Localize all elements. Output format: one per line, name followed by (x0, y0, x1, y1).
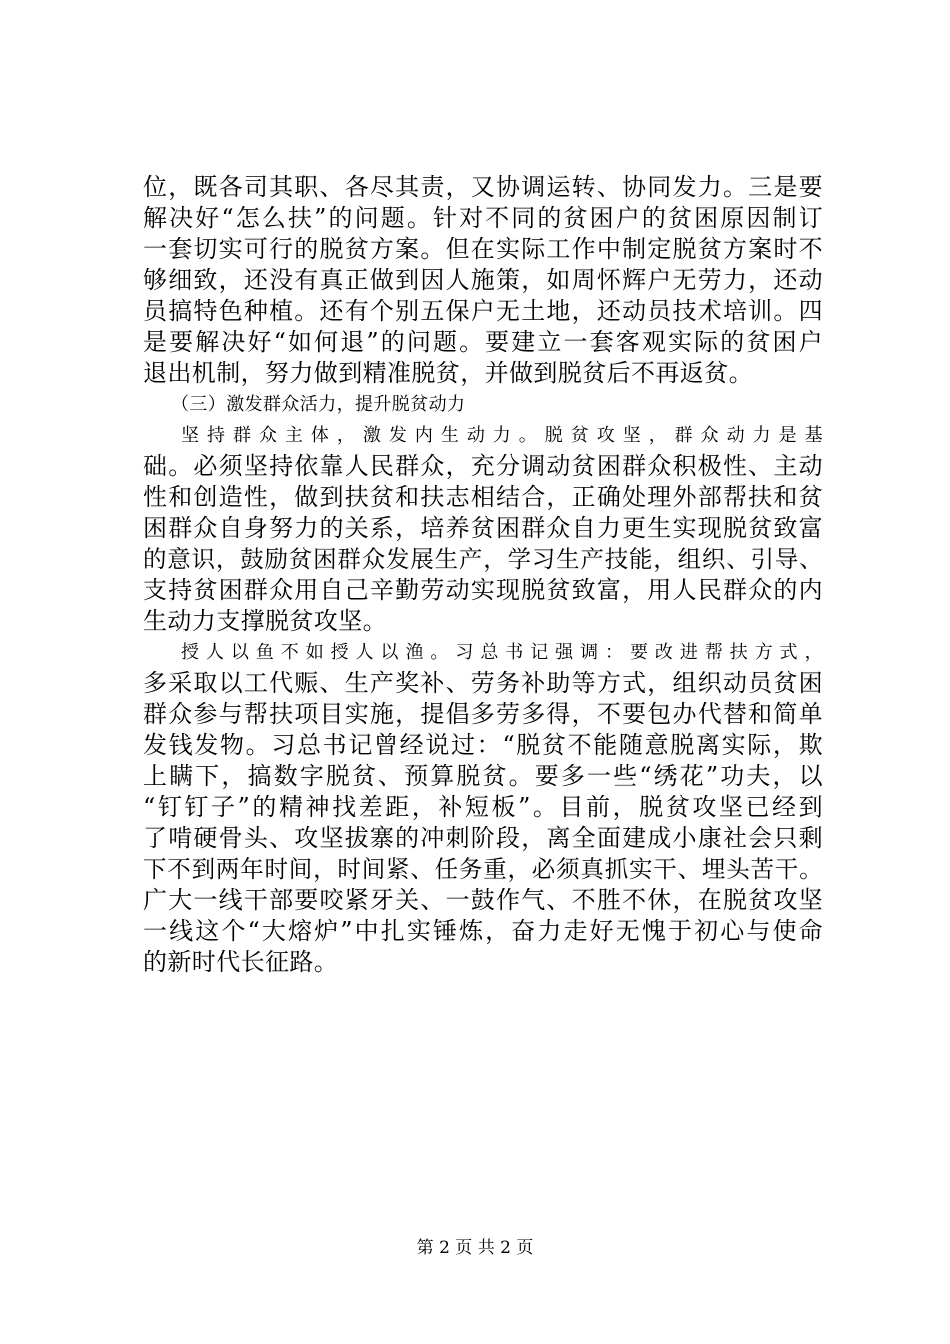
text-line: 多采取以工代赈、生产奖补、劳务补助等方式，组织动员贫困 (143, 669, 823, 697)
text-line: 础。必须坚持依靠人民群众，充分调动贫困群众积极性、主动 (143, 452, 823, 480)
text-line: 员搞特色种植。还有个别五保户无土地，还动员技术培训。四 (143, 297, 823, 325)
text-line: 了啃硬骨头、攻坚拔寨的冲刺阶段，离全面建成小康社会只剩 (143, 824, 823, 852)
text-line: 支持贫困群众用自己辛勤劳动实现脱贫致富，用人民群众的内 (143, 576, 823, 604)
text-line: 够细致，还没有真正做到因人施策，如周怀辉户无劳力，还动 (143, 266, 823, 294)
text-line: 广大一线干部要咬紧牙关、一鼓作气、不胜不休，在脱贫攻坚 (143, 886, 823, 914)
text-line: 的意识，鼓励贫困群众发展生产，学习生产技能，组织、引导、 (143, 545, 823, 573)
text-line: 困群众自身努力的关系，培养贫困群众自力更生实现脱贫致富 (143, 514, 823, 542)
text-line: 一线这个“大熔炉”中扎实锤炼，奋力走好无愧于初心与使命 (143, 917, 823, 945)
text-line: 下不到两年时间，时间紧、任务重，必须真抓实干、埋头苦干。 (143, 855, 823, 883)
text-line: 退出机制，努力做到精准脱贫，并做到脱贫后不再返贫。 (143, 359, 753, 387)
document-body (143, 172, 823, 978)
text-line: 位，既各司其职、各尽其责，又协调运转、协同发力。三是要 (143, 173, 823, 201)
text-line: 群众参与帮扶项目实施，提倡多劳多得，不要包办代替和简单 (143, 700, 823, 728)
text-line: 发钱发物。习总书记曾经说过：“脱贫不能随意脱离实际，欺 (143, 731, 823, 759)
page-footer: 第 2 页 共 2 页 (416, 1238, 534, 1258)
text-line: 是要解决好“如何退”的问题。要建立一套客观实际的贫困户 (143, 328, 823, 356)
text-line: 解决好“怎么扶”的问题。针对不同的贫困户的贫困原因制订 (143, 204, 823, 232)
text-line: 生动力支撑脱贫攻坚。 (143, 607, 387, 635)
text-line: 一套切实可行的脱贫方案。但在实际工作中制定脱贫方案时不 (143, 235, 823, 263)
section-heading: （三）激发群众活力，提升脱贫动力 (171, 394, 466, 415)
text-line: 授人以鱼不如授人以渔。习总书记强调：要改进帮扶方式， (181, 642, 823, 663)
text-line: 性和创造性，做到扶贫和扶志相结合，正确处理外部帮扶和贫 (143, 483, 823, 511)
text-line: 上瞒下，搞数字脱贫、预算脱贫。要多一些“绣花”功夫，以 (143, 762, 823, 790)
text-line: “钉钉子”的精神找差距，补短板”。目前，脱贫攻坚已经到 (143, 793, 823, 821)
text-line: 坚持群众主体，激发内生动力。脱贫攻坚，群众动力是基 (181, 425, 823, 446)
text-line: 的新时代长征路。 (143, 948, 339, 976)
